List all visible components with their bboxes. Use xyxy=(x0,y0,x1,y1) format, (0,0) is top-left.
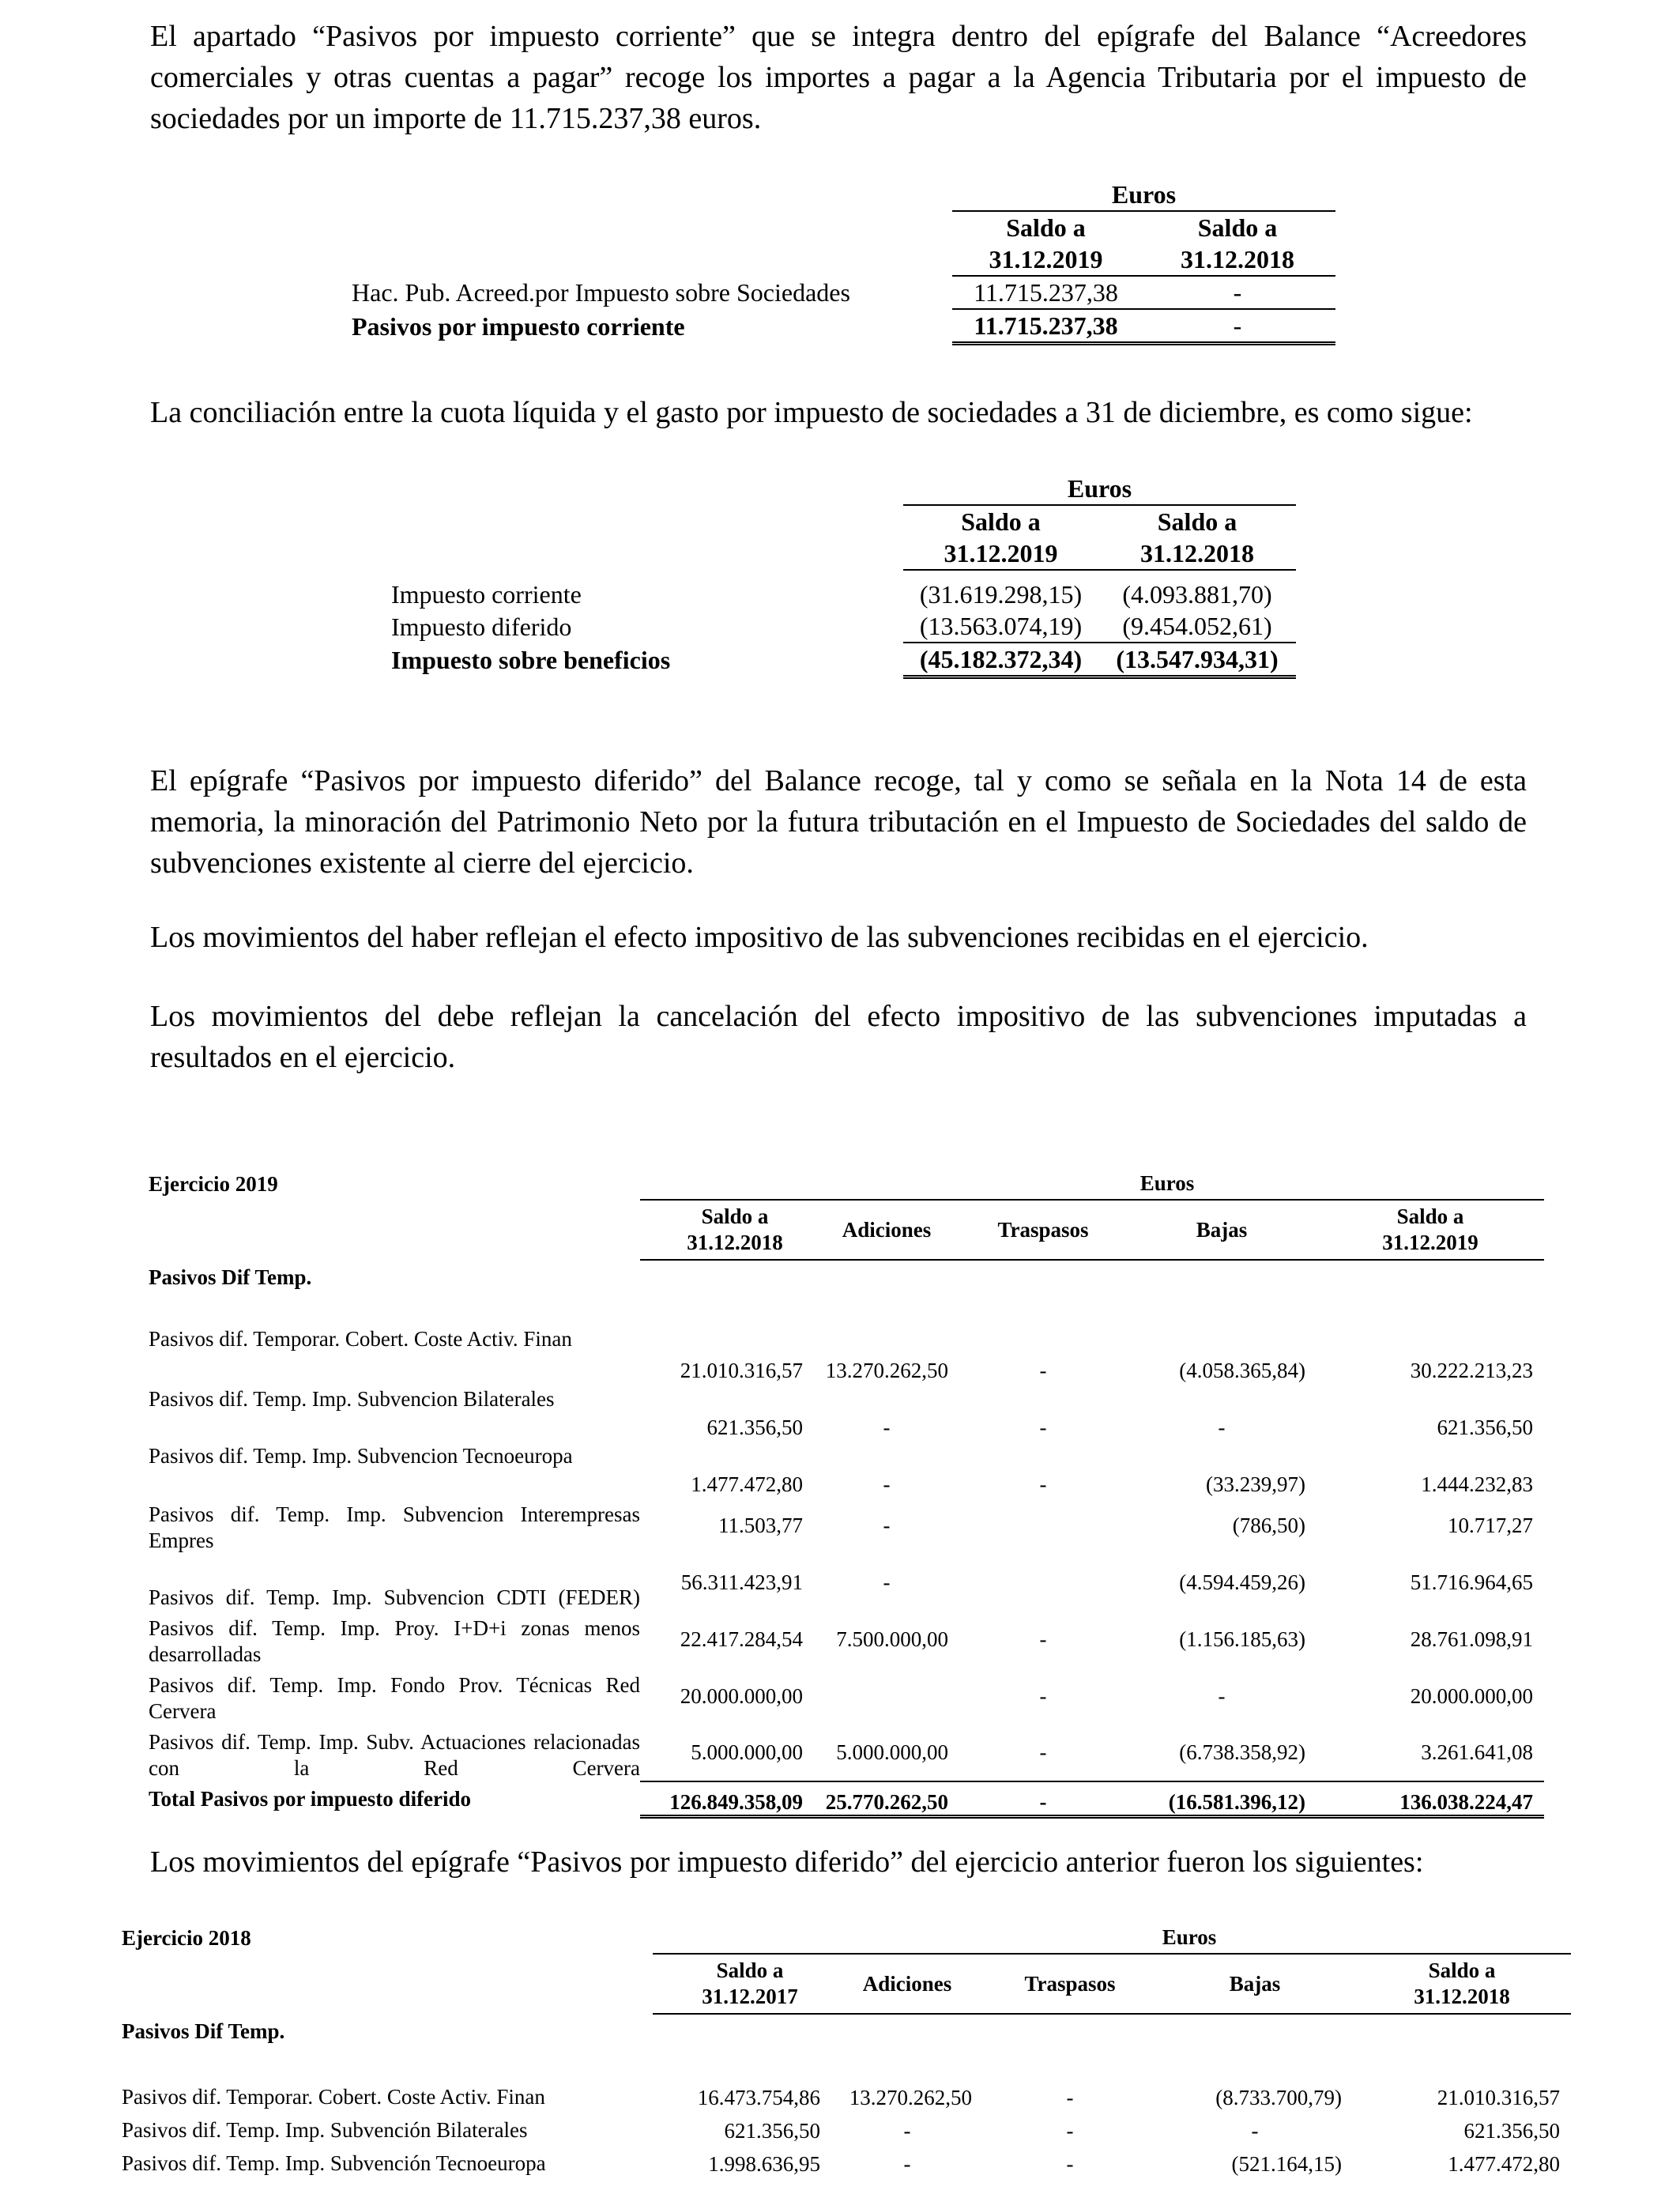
table-row: Pasivos dif. Temporar. Cobert. Coste Activ. Finan 21.010.316,57 13.270.262,50 - (4.058.365,84) 30.222.213,23 xyxy=(149,1327,1533,1382)
table-row: Pasivos dif. Temp. Imp. Subvención Bilaterales 621.356,50 - - - 621.356,50 xyxy=(122,2118,1560,2143)
table-row: Pasivos dif. Temp. Imp. Proy. I+D+i zonas menos desarrolladas 22.417.284,54 7.500.000,00 - (1.156.185,63) 28.761.098,91 xyxy=(149,1616,1533,1666)
table-row: Pasivos dif. Temp. Imp. Subvencion Tecnoeuropa 1.477.472,80 - - (33.239,97) 1.444.232,83 xyxy=(149,1444,1533,1496)
section-label: Pasivos Dif Temp. xyxy=(149,1265,312,1289)
col-header-opening: Saldo a 31.12.2017 xyxy=(653,1954,831,2014)
col-header-opening: Saldo a 31.12.2018 xyxy=(640,1200,814,1260)
table-title: Ejercicio 2019 xyxy=(149,1171,278,1196)
paragraph-debit-movements: Los movimientos del debe reflejan la cancelación del efecto impositivo de las subvenciones imputadas a resultados en el ejercicio. xyxy=(150,1000,1527,1074)
paragraph-current-tax: El apartado “Pasivos por impuesto corriente” que se integra dentro del epígrafe del Balance “Acreedores comerciales y otras cuentas a pagar” recoge los importes a pagar a la Agencia Tributaria por el impuesto de sociedades por un importe de 11.715.237,38 euros. xyxy=(150,20,1527,135)
col-header-disposals: Bajas xyxy=(1127,1200,1317,1260)
paragraph-deferred-tax: El epígrafe “Pasivos por impuesto diferido” del Balance recoge, tal y como se señala en la Nota 14 de esta memoria, la minoración del Patrimonio Neto por la futura tributación en el Impuesto de Sociedades del saldo de subvenciones existente al cierre del ejercicio. xyxy=(150,764,1527,880)
table-row: Impuesto corriente (31.619.298,15) (4.093.881,70) xyxy=(391,580,1272,609)
col-header-closing: Saldo a 31.12.2019 xyxy=(1317,1200,1544,1260)
deferred-tax-2019-table xyxy=(149,1168,1544,1819)
table-row-total: Pasivos por impuesto corriente 11.715.237,38 - xyxy=(352,309,1335,344)
table-row: Pasivos dif. Temp. Imp. Subvencion Bilaterales 621.356,50 - - - 621.356,50 xyxy=(149,1387,1533,1439)
table-row: Pasivos dif. Temp. Imp. Fondo Prov. Técnicas Red Cervera 20.000.000,00 - - 20.000.000,00 xyxy=(149,1673,1533,1723)
table-row-total: Impuesto sobre beneficios (45.182.372,34) (13.547.934,31) xyxy=(391,643,1296,677)
table-row: Pasivos dif. Temp. Imp. Subvencion Interempresas Empres 11.503,77 - (786,50) 10.717,27 xyxy=(149,1502,1533,1552)
paragraph-credit-movements: Los movimientos del haber reflejan el efecto impositivo de las subvenciones recibidas en el ejercicio. xyxy=(150,921,1369,954)
table-row: Pasivos dif. Temporar. Cobert. Coste Activ. Finan 16.473.754,86 13.270.262,50 - (8.733.700,79) 21.010.316,57 xyxy=(122,2085,1560,2109)
table-row: Pasivos dif. Temp. Imp. Subv. Actuaciones relacionadas con la Red Cervera 5.000.000,00 5.000.000,00 - (6.738.358,92) 3.261.641,08 xyxy=(149,1730,1533,1780)
euros-header: Euros xyxy=(1139,1171,1195,1195)
col-header-disposals: Bajas xyxy=(1157,1954,1353,2014)
table-row: Impuesto diferido (13.563.074,19) (9.454.052,61) xyxy=(391,610,1296,643)
col-header-additions: Adiciones xyxy=(831,1954,983,2014)
table-title: Ejercicio 2018 xyxy=(122,1925,251,1950)
table-row: Pasivos dif. Temp. Imp. Subvencion CDTI (FEDER) 56.311.423,91 - (4.594.459,26) 51.716.964,65 xyxy=(149,1570,1533,1609)
paragraph-prior-year: Los movimientos del epígrafe “Pasivos por impuesto diferido” del ejercicio anterior fueron los siguientes: xyxy=(150,1845,1424,1879)
table-row: Hac. Pub. Acreed.por Impuesto sobre Sociedades 11.715.237,38 - xyxy=(352,276,1335,309)
col-header-transfers: Traspasos xyxy=(959,1200,1127,1260)
table-row: Pasivos dif. Temp. Imp. Subvención Tecnoeuropa 1.998.636,95 - - (521.164,15) 1.477.472,80 xyxy=(122,2151,1560,2176)
euros-header: Euros xyxy=(903,473,1296,505)
current-tax-table: Euros Saldo a Saldo a 31.12.2019 31.12.2018 Hac. Pub. Acreed.por Impuesto sobre Sociedades 11.715.237,38 - Pasivos por impuesto corriente 11.715.237,38 - xyxy=(352,179,1335,345)
euros-header: Euros xyxy=(1162,1925,1217,1949)
section-label: Pasivos Dif Temp. xyxy=(122,2019,285,2043)
euros-header: Euros xyxy=(952,179,1335,211)
col-header-transfers: Traspasos xyxy=(983,1954,1157,2014)
paragraph-reconciliation: La conciliación entre la cuota líquida y el gasto por impuesto de sociedades a 31 de diciembre, es como sigue: xyxy=(150,396,1473,429)
deferred-tax-2018-table xyxy=(122,1922,1571,2177)
table-row-total: Total Pasivos por impuesto diferido 126.849.358,09 25.770.262,50 - (16.581.396,12) 136.038.224,47 xyxy=(149,1781,1544,1816)
col-header-closing: Saldo a 31.12.2018 xyxy=(1353,1954,1571,2014)
col-header-additions: Adiciones xyxy=(814,1200,959,1260)
tax-reconciliation-table: Euros Saldo a Saldo a 31.12.2019 31.12.2018 Impuesto corriente (31.619.298,15) (4.093.881,70) Impuesto diferido (13.563.074,19) (9.454.052,61) Impuesto sobre beneficios (45.182.372,34) (13.547.934,31) xyxy=(391,473,1296,679)
